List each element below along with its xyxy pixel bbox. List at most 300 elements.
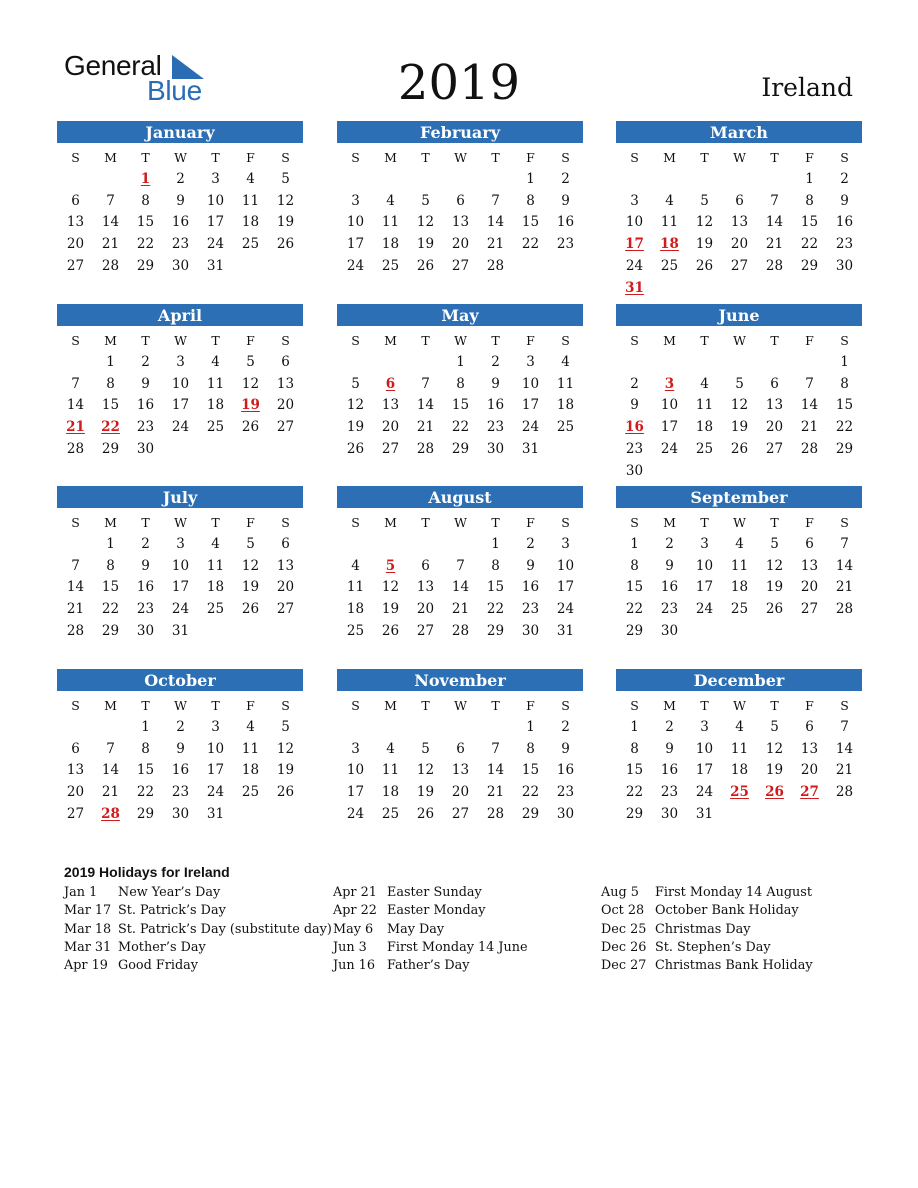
day-cell: 30: [171, 805, 190, 822]
holiday-row: [601, 940, 813, 958]
weekday-label: M: [384, 515, 397, 530]
day-cell: 6: [805, 718, 814, 735]
day-cell: 23: [171, 236, 190, 253]
day-cell: 20: [765, 419, 784, 436]
empty-cell: [373, 534, 408, 556]
month-header: March: [616, 121, 862, 143]
day-cell: 26: [276, 784, 295, 801]
day-cell: 30: [660, 622, 679, 639]
holiday-name: First Monday 14 June: [387, 939, 528, 955]
holiday-day: 19: [241, 397, 260, 414]
day-cell: 31: [695, 805, 714, 822]
day-cell: 14: [451, 579, 470, 596]
day-cell: 26: [276, 236, 295, 253]
month-grid: [338, 695, 583, 826]
day-cell: 10: [346, 214, 365, 231]
day-cell: 28: [101, 257, 120, 274]
month-june: [616, 304, 862, 483]
day-cell: 21: [486, 784, 505, 801]
day-cell: 9: [665, 557, 674, 574]
day-cell: 25: [695, 440, 714, 457]
day-cell: 7: [805, 375, 814, 392]
day-cell: 11: [346, 579, 365, 596]
day-cell: 12: [416, 214, 435, 231]
weekday-label: M: [384, 150, 397, 165]
day-cell: 3: [630, 192, 639, 209]
empty-cell: [687, 352, 722, 374]
month-may: [337, 304, 583, 461]
day-cell: 3: [526, 353, 535, 370]
weekday-label: M: [104, 698, 117, 713]
day-cell: 11: [206, 375, 225, 392]
weekday-label: T: [700, 698, 709, 713]
day-cell: 8: [106, 557, 115, 574]
day-cell: 18: [381, 236, 400, 253]
day-cell: 2: [561, 170, 570, 187]
day-cell: 19: [416, 236, 435, 253]
weekday-label: F: [246, 150, 255, 165]
day-cell: 9: [561, 192, 570, 209]
holiday-day: 22: [101, 419, 120, 436]
day-cell: 27: [451, 257, 470, 274]
day-cell: 30: [171, 257, 190, 274]
month-grid: [58, 147, 303, 278]
day-cell: 16: [835, 214, 854, 231]
day-cell: 28: [765, 257, 784, 274]
day-cell: 17: [206, 762, 225, 779]
holiday-date: Dec 25: [601, 921, 647, 937]
weekday-label: M: [104, 150, 117, 165]
day-cell: 13: [730, 214, 749, 231]
month-header: April: [57, 304, 303, 326]
day-cell: 22: [625, 784, 644, 801]
month-grid: [617, 147, 862, 300]
day-cell: 6: [456, 192, 465, 209]
weekday-label: F: [246, 698, 255, 713]
day-cell: 16: [556, 214, 575, 231]
holiday-date: Aug 5: [601, 885, 639, 900]
weekday-label: S: [840, 150, 849, 165]
day-cell: 13: [66, 762, 85, 779]
day-cell: 8: [805, 192, 814, 209]
month-header: August: [337, 486, 583, 508]
day-cell: 28: [416, 440, 435, 457]
day-cell: 3: [176, 535, 185, 552]
day-cell: 3: [351, 740, 360, 757]
month-header: December: [616, 669, 862, 691]
day-cell: 5: [770, 718, 779, 735]
day-cell: 17: [695, 762, 714, 779]
month-grid: [58, 695, 303, 826]
weekday-label: T: [491, 333, 500, 348]
holiday-name: Mother’s Day: [118, 939, 206, 955]
day-cell: 16: [136, 397, 155, 414]
day-cell: 18: [346, 601, 365, 618]
weekday-label: T: [421, 515, 430, 530]
holiday-date: Apr 21: [333, 885, 377, 900]
day-cell: 27: [276, 419, 295, 436]
day-cell: 17: [346, 236, 365, 253]
empty-cell: [652, 352, 687, 374]
day-cell: 13: [276, 375, 295, 392]
holiday-row: [333, 903, 528, 921]
day-cell: 12: [730, 397, 749, 414]
day-cell: 4: [351, 557, 360, 574]
weekday-label: T: [141, 698, 150, 713]
empty-cell: [338, 534, 373, 556]
holiday-date: Mar 17: [64, 903, 112, 919]
day-cell: 24: [695, 601, 714, 618]
weekday-label: M: [663, 515, 676, 530]
holiday-row: [64, 903, 332, 921]
day-cell: 11: [730, 557, 749, 574]
day-cell: 25: [730, 601, 749, 618]
day-cell: 6: [456, 740, 465, 757]
holiday-date: Apr 19: [64, 958, 108, 974]
holiday-date: Dec 27: [601, 958, 647, 974]
day-cell: 23: [521, 601, 540, 618]
empty-cell: [408, 352, 443, 374]
weekday-label: S: [630, 515, 639, 530]
day-cell: 26: [416, 805, 435, 822]
day-cell: 22: [486, 601, 505, 618]
day-cell: 21: [416, 419, 435, 436]
day-cell: 6: [71, 192, 80, 209]
day-cell: 2: [141, 535, 150, 552]
day-cell: 28: [66, 440, 85, 457]
day-cell: 14: [101, 762, 120, 779]
day-cell: 27: [800, 601, 819, 618]
day-cell: 10: [206, 192, 225, 209]
month-header: September: [616, 486, 862, 508]
weekday-label: W: [454, 698, 467, 713]
day-cell: 20: [66, 784, 85, 801]
day-cell: 24: [171, 419, 190, 436]
month-february: [337, 121, 583, 278]
empty-cell: [757, 169, 792, 191]
day-cell: 30: [521, 622, 540, 639]
day-cell: 15: [136, 214, 155, 231]
day-cell: 19: [765, 762, 784, 779]
day-cell: 11: [241, 740, 260, 757]
day-cell: 20: [800, 579, 819, 596]
day-cell: 13: [800, 740, 819, 757]
holiday-date: Mar 31: [64, 939, 112, 955]
day-cell: 1: [630, 535, 639, 552]
day-cell: 10: [171, 375, 190, 392]
month-grid: [617, 512, 862, 643]
month-january: [57, 121, 303, 278]
holiday-name: October Bank Holiday: [655, 903, 799, 919]
day-cell: 25: [206, 419, 225, 436]
holiday-date: Mar 18: [64, 921, 112, 937]
day-cell: 6: [71, 740, 80, 757]
weekday-label: T: [491, 515, 500, 530]
holiday-row: [64, 958, 332, 976]
day-cell: 2: [561, 718, 570, 735]
day-cell: 19: [241, 579, 260, 596]
day-cell: 15: [451, 397, 470, 414]
month-grid: [58, 512, 303, 643]
weekday-label: W: [733, 515, 746, 530]
day-cell: 24: [346, 257, 365, 274]
day-cell: 13: [451, 762, 470, 779]
holiday-name: New Year’s Day: [118, 885, 221, 900]
holiday-name: St. Patrick’s Day (substitute day): [118, 921, 332, 937]
day-cell: 2: [665, 718, 674, 735]
day-cell: 24: [695, 784, 714, 801]
weekday-label: T: [421, 698, 430, 713]
weekday-label: T: [421, 333, 430, 348]
day-cell: 28: [486, 805, 505, 822]
month-march: [616, 121, 862, 300]
day-cell: 25: [346, 622, 365, 639]
day-cell: 11: [381, 762, 400, 779]
month-header: July: [57, 486, 303, 508]
day-cell: 8: [141, 740, 150, 757]
day-cell: 15: [101, 397, 120, 414]
empty-cell: [443, 534, 478, 556]
day-cell: 26: [241, 601, 260, 618]
day-cell: 23: [660, 601, 679, 618]
logo-text-blue: Blue: [147, 75, 202, 106]
weekday-label: T: [211, 698, 220, 713]
day-cell: 28: [800, 440, 819, 457]
holiday-date: Jan 1: [64, 885, 98, 900]
weekday-label: S: [630, 333, 639, 348]
day-cell: 31: [206, 805, 225, 822]
day-cell: 12: [695, 214, 714, 231]
day-cell: 18: [206, 579, 225, 596]
day-cell: 25: [660, 257, 679, 274]
day-cell: 25: [241, 784, 260, 801]
day-cell: 17: [346, 784, 365, 801]
day-cell: 18: [556, 397, 575, 414]
day-cell: 10: [346, 762, 365, 779]
weekday-label: M: [663, 150, 676, 165]
holiday-row: [601, 922, 813, 940]
day-cell: 21: [765, 236, 784, 253]
day-cell: 3: [176, 353, 185, 370]
day-cell: 13: [416, 579, 435, 596]
holiday-name: Good Friday: [118, 958, 199, 974]
day-cell: 19: [346, 419, 365, 436]
day-cell: 16: [136, 579, 155, 596]
empty-cell: [443, 717, 478, 739]
empty-cell: [58, 169, 93, 191]
day-cell: 14: [66, 579, 85, 596]
day-cell: 14: [486, 214, 505, 231]
day-cell: 29: [625, 622, 644, 639]
day-cell: 25: [556, 419, 575, 436]
weekday-label: S: [281, 333, 290, 348]
day-cell: 10: [556, 557, 575, 574]
holiday-name: Christmas Bank Holiday: [655, 958, 813, 974]
empty-cell: [478, 169, 513, 191]
day-cell: 20: [66, 236, 85, 253]
weekday-label: F: [526, 515, 535, 530]
day-cell: 10: [695, 740, 714, 757]
day-cell: 9: [526, 557, 535, 574]
day-cell: 8: [491, 557, 500, 574]
day-cell: 2: [141, 353, 150, 370]
weekday-label: S: [281, 150, 290, 165]
day-cell: 29: [136, 257, 155, 274]
day-cell: 29: [835, 440, 854, 457]
holiday-name: Father’s Day: [387, 958, 470, 974]
day-cell: 20: [451, 236, 470, 253]
day-cell: 29: [101, 440, 120, 457]
day-cell: 29: [136, 805, 155, 822]
day-cell: 29: [486, 622, 505, 639]
day-cell: 28: [451, 622, 470, 639]
day-cell: 13: [276, 557, 295, 574]
empty-cell: [687, 169, 722, 191]
day-cell: 27: [276, 601, 295, 618]
day-cell: 18: [381, 784, 400, 801]
day-cell: 30: [136, 440, 155, 457]
day-cell: 10: [660, 397, 679, 414]
month-july: [57, 486, 303, 643]
day-cell: 20: [416, 601, 435, 618]
weekday-label: S: [351, 698, 360, 713]
weekday-label: F: [526, 333, 535, 348]
holiday-day: 26: [765, 784, 784, 801]
day-cell: 14: [835, 740, 854, 757]
day-cell: 1: [630, 718, 639, 735]
day-cell: 6: [770, 375, 779, 392]
day-cell: 16: [171, 762, 190, 779]
weekday-label: W: [454, 333, 467, 348]
holiday-date: Jun 3: [333, 939, 367, 955]
holiday-day: 5: [385, 557, 396, 574]
day-cell: 11: [241, 192, 260, 209]
day-cell: 28: [66, 622, 85, 639]
holiday-row: [333, 885, 528, 903]
holidays-title: 2019 Holidays for Ireland: [64, 864, 230, 880]
holiday-day: 3: [664, 375, 675, 392]
month-november: [337, 669, 583, 826]
day-cell: 14: [800, 397, 819, 414]
day-cell: 2: [491, 353, 500, 370]
day-cell: 26: [765, 601, 784, 618]
weekday-label: S: [630, 698, 639, 713]
day-cell: 8: [526, 192, 535, 209]
day-cell: 7: [456, 557, 465, 574]
day-cell: 5: [246, 353, 255, 370]
month-grid: [338, 147, 583, 278]
day-cell: 12: [276, 192, 295, 209]
day-cell: 2: [665, 535, 674, 552]
day-cell: 28: [835, 601, 854, 618]
holiday-day: 25: [730, 784, 749, 801]
weekday-label: M: [384, 333, 397, 348]
day-cell: 16: [171, 214, 190, 231]
day-cell: 29: [101, 622, 120, 639]
day-cell: 18: [241, 214, 260, 231]
day-cell: 10: [206, 740, 225, 757]
day-cell: 22: [521, 784, 540, 801]
day-cell: 23: [660, 784, 679, 801]
weekday-label: M: [663, 698, 676, 713]
weekday-label: S: [561, 150, 570, 165]
day-cell: 6: [805, 535, 814, 552]
day-cell: 11: [381, 214, 400, 231]
day-cell: 19: [730, 419, 749, 436]
day-cell: 3: [211, 718, 220, 735]
day-cell: 20: [730, 236, 749, 253]
weekday-label: W: [174, 150, 187, 165]
holiday-date: May 6: [333, 921, 374, 937]
day-cell: 7: [491, 192, 500, 209]
day-cell: 23: [486, 419, 505, 436]
month-grid: [617, 330, 862, 483]
day-cell: 3: [561, 535, 570, 552]
weekday-label: W: [174, 698, 187, 713]
day-cell: 17: [556, 579, 575, 596]
day-cell: 25: [381, 805, 400, 822]
day-cell: 3: [351, 192, 360, 209]
month-grid: [58, 330, 303, 461]
day-cell: 24: [171, 601, 190, 618]
month-grid: [338, 330, 583, 461]
day-cell: 10: [625, 214, 644, 231]
day-cell: 19: [765, 579, 784, 596]
day-cell: 1: [141, 718, 150, 735]
weekday-label: T: [141, 150, 150, 165]
weekday-label: F: [526, 150, 535, 165]
day-cell: 16: [660, 579, 679, 596]
day-cell: 21: [835, 762, 854, 779]
day-cell: 1: [491, 535, 500, 552]
holiday-day: 31: [625, 279, 644, 296]
month-december: [616, 669, 862, 826]
day-cell: 4: [561, 353, 570, 370]
empty-cell: [93, 169, 128, 191]
day-cell: 17: [171, 579, 190, 596]
day-cell: 13: [381, 397, 400, 414]
day-cell: 14: [486, 762, 505, 779]
weekday-label: F: [805, 150, 814, 165]
day-cell: 24: [625, 257, 644, 274]
holiday-day: 16: [625, 419, 644, 436]
day-cell: 14: [416, 397, 435, 414]
weekday-label: T: [770, 515, 779, 530]
day-cell: 23: [171, 784, 190, 801]
day-cell: 11: [206, 557, 225, 574]
day-cell: 12: [276, 740, 295, 757]
weekday-label: T: [770, 150, 779, 165]
day-cell: 16: [660, 762, 679, 779]
day-cell: 4: [386, 740, 395, 757]
day-cell: 22: [625, 601, 644, 618]
weekday-label: W: [174, 515, 187, 530]
day-cell: 27: [730, 257, 749, 274]
day-cell: 5: [351, 375, 360, 392]
day-cell: 9: [141, 375, 150, 392]
day-cell: 12: [416, 762, 435, 779]
day-cell: 26: [730, 440, 749, 457]
day-cell: 31: [171, 622, 190, 639]
holiday-date: Oct 28: [601, 903, 645, 919]
day-cell: 4: [386, 192, 395, 209]
day-cell: 11: [660, 214, 679, 231]
day-cell: 23: [136, 419, 155, 436]
day-cell: 18: [206, 397, 225, 414]
day-cell: 21: [101, 784, 120, 801]
day-cell: 5: [246, 535, 255, 552]
weekday-label: S: [281, 698, 290, 713]
